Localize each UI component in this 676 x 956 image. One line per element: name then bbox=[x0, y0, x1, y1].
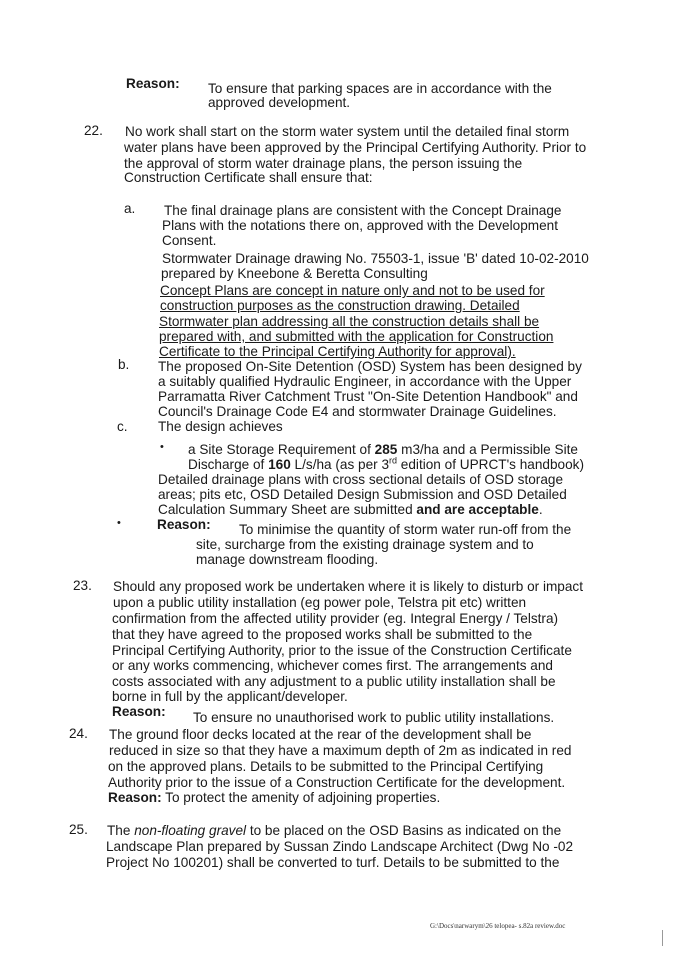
paragraph-line: Construction Certificate shall ensure that: bbox=[124, 170, 373, 185]
paragraph-line: that they have agreed to the proposed works shall be submitted to the bbox=[112, 627, 533, 642]
paragraph-line: Detailed drainage plans with cross sectional details of OSD storage bbox=[158, 472, 564, 487]
reason-label: Reason: bbox=[112, 704, 166, 719]
paragraph-line: Discharge of 160 L/s/ha (as per 3rd edition of UPRCT's handbook) bbox=[188, 455, 584, 472]
bullet: • bbox=[117, 517, 121, 529]
paragraph-line: a Site Storage Requirement of 285 m3/ha and a Permissible Site bbox=[188, 442, 578, 457]
item-letter: b. bbox=[118, 357, 130, 372]
paragraph-line: Council's Drainage Code E4 and stormwater Drainage Guidelines. bbox=[158, 404, 557, 419]
reason-text: To ensure that parking spaces are in accordance with the bbox=[208, 81, 552, 96]
paragraph-line: Plans with the notations there on, approved with the Development bbox=[162, 218, 558, 233]
bullet: • bbox=[160, 441, 164, 453]
paragraph-line: The final drainage plans are consistent with the Concept Drainage bbox=[164, 203, 562, 218]
condition-number: 23. bbox=[73, 578, 92, 593]
paragraph-line: the approval of storm water drainage plans, the person issuing the bbox=[124, 156, 523, 171]
reason-text: approved development. bbox=[208, 95, 351, 110]
paragraph-line: upon a public utility installation (eg power pole, Telstra pit etc) written bbox=[113, 595, 527, 610]
paragraph-line: prepared by Kneebone & Beretta Consulting bbox=[161, 266, 428, 281]
underlined-line: prepared with, and submitted with the application for Construction bbox=[159, 329, 554, 344]
paragraph-line: No work shall start on the storm water system until the detailed final storm bbox=[125, 124, 570, 139]
paragraph-line: Project No 100201) shall be converted to turf. Details to be submitted to the bbox=[106, 855, 560, 870]
paragraph-line: Principal Certifying Authority, prior to the issue of the Construction Certificate bbox=[112, 643, 572, 658]
paragraph-line: reduced in size so that they have a maximum depth of 2m as indicated in red bbox=[109, 743, 572, 758]
reason-text: site, surcharge from the existing drainage system and to bbox=[196, 537, 534, 552]
paragraph-line: Calculation Summary Sheet are submitted and are acceptable. bbox=[158, 502, 543, 517]
paragraph-line: Authority prior to the issue of a Construction Certificate for the development. bbox=[108, 775, 566, 790]
paragraph-line: The proposed On-Site Detention (OSD) System has been designed by bbox=[158, 359, 582, 374]
underlined-line: Concept Plans are concept in nature only and not to be used for bbox=[160, 283, 545, 298]
page-edge-mark bbox=[662, 930, 663, 946]
reason-text: To ensure no unauthorised work to public utility installations. bbox=[193, 710, 555, 725]
paragraph-line: Stormwater Drainage drawing No. 75503-1, issue 'B' dated 10-02-2010 bbox=[162, 251, 589, 266]
underlined-line: construction purposes as the construction drawing. Detailed bbox=[160, 298, 520, 313]
condition-number: 24. bbox=[69, 726, 88, 741]
paragraph-line: Parramatta River Catchment Trust "On-Site Detention Handbook" and bbox=[158, 389, 578, 404]
paragraph-line: costs associated with any adjustment to a public utility installation shall be bbox=[112, 674, 556, 689]
reason-label: Reason: bbox=[126, 76, 180, 91]
paragraph-line: Landscape Plan prepared by Sussan Zindo Landscape Architect (Dwg No -02 bbox=[106, 839, 573, 854]
paragraph-line: a suitably qualified Hydraulic Engineer, in accordance with the Upper bbox=[158, 374, 572, 389]
condition-number: 25. bbox=[69, 822, 88, 837]
paragraph-line: Consent. bbox=[162, 233, 217, 248]
reason-text: manage downstream flooding. bbox=[196, 552, 379, 567]
item-letter: c. bbox=[117, 419, 128, 434]
paragraph-line: confirmation from the affected utility provider (eg. Integral Energy / Telstra) bbox=[112, 611, 559, 626]
paragraph-line: areas; pits etc, OSD Detailed Design Submission and OSD Detailed bbox=[158, 487, 567, 502]
underlined-line: Stormwater plan addressing all the construction details shall be bbox=[159, 314, 540, 329]
paragraph-line: water plans have been approved by the Principal Certifying Authority. Prior to bbox=[124, 140, 587, 155]
paragraph-line: The non-floating gravel to be placed on the OSD Basins as indicated on the bbox=[107, 823, 562, 838]
paragraph-line: The design achieves bbox=[158, 419, 283, 434]
footer-file-path: G:\Docs\narwarym\26 telopea- s.82a review.doc bbox=[430, 922, 566, 930]
condition-number: 22. bbox=[84, 123, 103, 138]
paragraph-line: borne in full by the applicant/developer. bbox=[112, 689, 348, 704]
reason-label: Reason: bbox=[157, 517, 211, 532]
paragraph-line: Should any proposed work be undertaken where it is likely to disturb or impact bbox=[113, 579, 583, 594]
paragraph-line: Reason: To protect the amenity of adjoining properties. bbox=[108, 790, 441, 805]
paragraph-line: The ground floor decks located at the rear of the development shall be bbox=[109, 727, 532, 742]
item-letter: a. bbox=[124, 201, 136, 216]
reason-text: To minimise the quantity of storm water run-off from the bbox=[239, 522, 572, 537]
paragraph-line: or any works commencing, whichever comes first. The arrangements and bbox=[112, 658, 553, 673]
underlined-line: Certificate to the Principal Certifying Authority for approval). bbox=[159, 344, 516, 359]
paragraph-line: on the approved plans. Details to be submitted to the Principal Certifying bbox=[108, 759, 544, 774]
